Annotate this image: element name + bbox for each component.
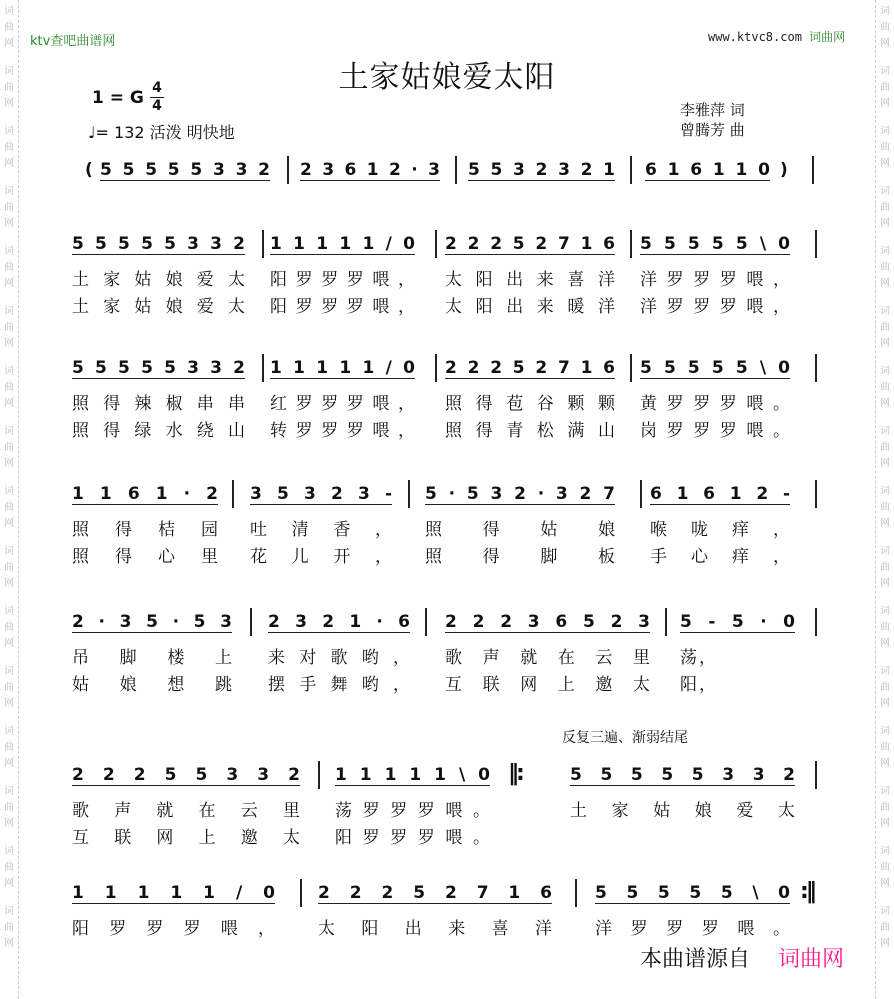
lyric-verse-2: 手心痒， <box>650 547 790 567</box>
measure-notes: 1 1 1 1 1 / 0 <box>270 358 415 378</box>
lyric-verse-1: 吐清香， <box>250 520 392 540</box>
lyric-verse-1: 照得辣椒串串 <box>72 394 245 414</box>
lyricist: 李雅萍 词 <box>680 101 745 119</box>
side-watermark-text: 词曲网 <box>880 246 890 289</box>
lyric-verse-2: 摆手舞哟， <box>268 675 410 695</box>
lyric-verse-2: 洋罗罗罗喂， <box>640 297 790 317</box>
measure-notes: 5 5 5 5 5 3 3 2 <box>72 234 245 254</box>
measure-notes: 5 · 5 3 2 · 3 2 7 <box>425 484 615 504</box>
barline <box>435 230 437 258</box>
side-watermark-right <box>875 0 894 999</box>
lyric-verse-2: 互联网上邀太 <box>72 828 300 848</box>
lyric-verse-2: 互联网上邀太 <box>445 675 650 695</box>
measure-notes: 5 5 5 5 5 3 3 2 <box>570 765 795 785</box>
side-watermark-text: 词曲网 <box>880 126 890 169</box>
side-watermark-text: 词曲网 <box>880 306 890 349</box>
measure-notes: 1 1 1 1 1 / 0 <box>72 883 275 903</box>
side-watermark-text: 词曲网 <box>880 846 890 889</box>
barline <box>815 761 817 789</box>
lyric-verse-1: 吊脚楼上 <box>72 648 232 668</box>
lyric-verse-1: 太阳出来喜洋 <box>445 270 615 290</box>
intro-measure: 5 5 3 2 3 2 1 <box>468 160 615 180</box>
lyric-verse-2: 照得心里 <box>72 547 218 567</box>
footer-brand: 词曲网 <box>778 947 845 972</box>
intro-measure: 2 3 6 1 2 · 3 <box>300 160 440 180</box>
side-watermark-text: 词曲网 <box>4 186 14 229</box>
lyric-verse-2: 土家姑娘爱太 <box>72 297 245 317</box>
measure-notes: 1 1 6 1 · 2 <box>72 484 218 504</box>
measure-notes: 2 2 2 5 2 7 1 6 <box>445 358 615 378</box>
barline <box>815 230 817 258</box>
barline <box>665 608 667 636</box>
lyric-verse-2: 阳， <box>680 675 716 695</box>
measure-notes: 5 - 5 · 0 <box>680 612 795 632</box>
measure-notes: 5 5 5 5 5 3 3 2 <box>72 358 245 378</box>
lyric-verse-1: 太阳出来喜洋 <box>318 919 552 939</box>
side-watermark-text: 词曲网 <box>4 786 14 829</box>
lyric-verse-1: 黄罗罗罗喂。 <box>640 394 790 414</box>
barline <box>640 480 642 508</box>
side-watermark-text: 词曲网 <box>880 546 890 589</box>
side-watermark-text: 词曲网 <box>4 666 14 709</box>
lyric-verse-1: 歌声就在云里 <box>72 801 300 821</box>
lyric-verse-2: 阳罗罗罗喂， <box>270 297 415 317</box>
side-watermark-text: 词曲网 <box>880 186 890 229</box>
intro-open-paren: ( <box>85 160 93 180</box>
repeat-end-sign: :‖ <box>800 879 814 904</box>
measure-notes: 2 2 2 5 2 7 1 6 <box>318 883 552 903</box>
barline <box>262 230 264 258</box>
measure-notes: 5 5 5 5 5 \ 0 <box>640 358 790 378</box>
side-watermark-text: 词曲网 <box>880 726 890 769</box>
site-watermark-right <box>708 28 845 45</box>
barline <box>262 354 264 382</box>
side-watermark-text: 词曲网 <box>4 486 14 529</box>
measure-notes: 3 5 3 2 3 - <box>250 484 392 504</box>
barline <box>287 156 289 184</box>
intro-measure: 5 5 5 5 5 3 3 2 <box>100 160 270 180</box>
lyric-verse-1: 照得苞谷颗颗 <box>445 394 615 414</box>
key-signature: 1 = G <box>92 88 144 108</box>
lyric-verse-2: 转罗罗罗喂， <box>270 421 415 441</box>
barline <box>425 608 427 636</box>
side-watermark-text: 词曲网 <box>880 606 890 649</box>
barline <box>575 879 577 907</box>
lyric-verse-2: 照得脚板 <box>425 547 615 567</box>
lyric-verse-1: 来对歌哟， <box>268 648 410 668</box>
lyric-verse-1: 喉咙痒， <box>650 520 790 540</box>
site-brand: 词曲网 <box>809 30 846 44</box>
side-watermark-text: 词曲网 <box>4 366 14 409</box>
barline <box>812 156 814 184</box>
measure-notes: 1 1 1 1 1 / 0 <box>270 234 415 254</box>
barline <box>300 879 302 907</box>
footer-source: 本曲谱源自 <box>640 947 751 972</box>
lyric-verse-1: 照得桔园 <box>72 520 218 540</box>
lyric-verse-2: 阳罗罗罗喂。 <box>335 828 490 848</box>
side-watermark-text: 词曲网 <box>4 606 14 649</box>
barline <box>455 156 457 184</box>
lyric-verse-1: 荡， <box>680 648 716 668</box>
lyric-verse-1: 洋罗罗罗喂， <box>640 270 790 290</box>
lyric-verse-1: 土家姑娘爱太 <box>570 801 795 821</box>
barline <box>408 480 410 508</box>
lyric-verse-2: 姑娘想跳 <box>72 675 232 695</box>
lyric-verse-2: 照得青松满山 <box>445 421 615 441</box>
side-watermark-text: 词曲网 <box>4 546 14 589</box>
lyric-verse-2: 岗罗罗罗喂。 <box>640 421 790 441</box>
side-watermark-text: 词曲网 <box>880 6 890 49</box>
lyric-verse-1: 洋罗罗罗喂。 <box>595 919 790 939</box>
lyric-verse-1: 红罗罗罗喂， <box>270 394 415 414</box>
site-watermark-left: ktv查吧曲谱网 <box>30 34 116 49</box>
barline <box>250 608 252 636</box>
side-watermark-text: 词曲网 <box>4 426 14 469</box>
side-watermark-text: 词曲网 <box>4 726 14 769</box>
side-watermark-text: 词曲网 <box>880 906 890 949</box>
side-watermark-text: 词曲网 <box>4 906 14 949</box>
side-watermark-text: 词曲网 <box>880 366 890 409</box>
measure-notes: 2 2 2 5 2 7 1 6 <box>445 234 615 254</box>
tempo-marking: ♩= 132 活泼 明快地 <box>88 123 235 142</box>
side-watermark-text: 词曲网 <box>4 306 14 349</box>
measure-notes: 2 2 2 5 5 3 3 2 <box>72 765 300 785</box>
barline <box>815 480 817 508</box>
side-watermark-text: 词曲网 <box>4 246 14 289</box>
side-watermark-text: 词曲网 <box>4 66 14 109</box>
lyric-verse-2: 照得绿水绕山 <box>72 421 245 441</box>
barline <box>630 354 632 382</box>
side-watermark-text: 词曲网 <box>880 786 890 829</box>
barline <box>435 354 437 382</box>
barline <box>630 156 632 184</box>
measure-notes: 5 5 5 5 5 \ 0 <box>640 234 790 254</box>
lyric-verse-2: 花儿开， <box>250 547 392 567</box>
side-watermark-text: 词曲网 <box>880 426 890 469</box>
measure-notes: 2 3 2 1 · 6 <box>268 612 410 632</box>
lyric-verse-1: 阳罗罗罗喂， <box>270 270 415 290</box>
lyric-verse-2: 太阳出来暖洋 <box>445 297 615 317</box>
credits <box>680 100 745 140</box>
barline <box>318 761 320 789</box>
time-bottom: 4 <box>152 98 162 114</box>
repeat-instruction: 反复三遍、渐弱结尾 <box>562 730 688 746</box>
side-watermark-left <box>0 0 19 999</box>
measure-notes: 6 1 6 1 2 - <box>650 484 790 504</box>
side-watermark-text: 词曲网 <box>880 66 890 109</box>
side-watermark-text: 词曲网 <box>880 486 890 529</box>
lyric-verse-1: 阳罗罗罗喂， <box>72 919 275 939</box>
intro-close-paren: ) <box>780 160 788 180</box>
side-watermark-text: 词曲网 <box>4 6 14 49</box>
barline <box>815 354 817 382</box>
measure-notes: 2 · 3 5 · 5 3 <box>72 612 232 632</box>
barline <box>815 608 817 636</box>
intro-measure: 6 1 6 1 1 0 <box>645 160 770 180</box>
side-watermark-text: 词曲网 <box>4 126 14 169</box>
repeat-start-sign: ‖: <box>508 761 522 786</box>
measure-notes: 2 2 2 3 6 5 2 3 <box>445 612 650 632</box>
barline <box>630 230 632 258</box>
site-url: www.ktvc8.com <box>708 30 802 44</box>
measure-notes: 1 1 1 1 1 \ 0 <box>335 765 490 785</box>
barline <box>232 480 234 508</box>
side-watermark-text: 词曲网 <box>880 666 890 709</box>
lyric-verse-1: 土家姑娘爱太 <box>72 270 245 290</box>
time-top: 4 <box>150 80 164 98</box>
lyric-verse-1: 歌声就在云里 <box>445 648 650 668</box>
lyric-verse-1: 荡罗罗罗喂。 <box>335 801 490 821</box>
time-signature <box>150 80 164 115</box>
composer: 曾腾芳 曲 <box>680 121 745 139</box>
measure-notes: 5 5 5 5 5 \ 0 <box>595 883 790 903</box>
lyric-verse-1: 照得姑娘 <box>425 520 615 540</box>
song-title: 土家姑娘爱太阳 <box>338 60 556 95</box>
side-watermark-text: 词曲网 <box>4 846 14 889</box>
